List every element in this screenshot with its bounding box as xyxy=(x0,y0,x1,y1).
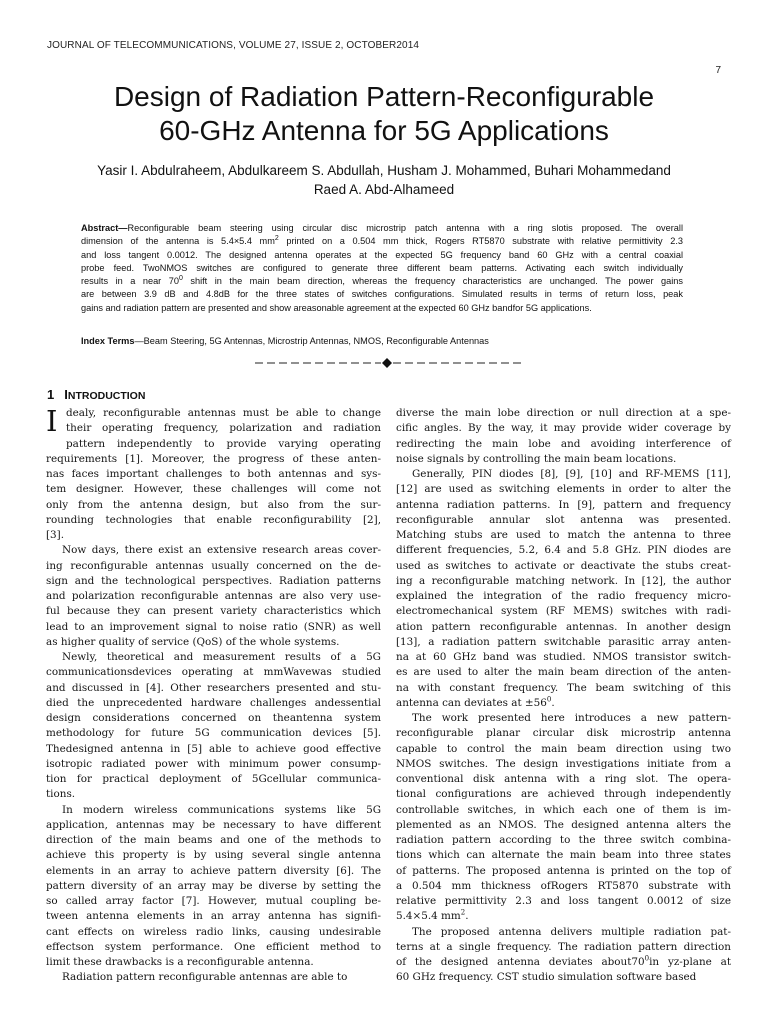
left-column xyxy=(46,406,381,986)
body-text: in yz-plane at xyxy=(649,956,731,968)
body-text-line: Thedesigned antenna in [5] able to achieve good effective xyxy=(46,742,381,755)
running-head: JOURNAL OF TELECOMMUNICATIONS, VOLUME 27, ISSUE 2, OCTOBER2014 xyxy=(47,40,420,51)
body-text-line: direction of the main beams and one of the methods to xyxy=(46,834,381,846)
body-text-line: na at 60 GHz band was studied. NMOS transistor switch- xyxy=(396,651,731,663)
body-text-line: na with constant frequency. The beam switching of this xyxy=(396,681,731,694)
body-text-line xyxy=(396,696,731,711)
body-text-line: died the unprecedented hardware challenges andessential xyxy=(46,696,381,709)
body-text: . xyxy=(551,696,555,709)
body-text-line: as higher quality of service (QoS) of the whole systems. xyxy=(46,635,340,648)
body-text-line: lead to an improvement signal to noise ratio (SNR) as well xyxy=(46,620,381,633)
abstract-line: gains and radiation pattern are presented and show areasonable agreement at the expected 60 GHz bandfor 5G applications. xyxy=(81,302,592,313)
body-text-line: The work presented here introduces a new pattern- xyxy=(412,712,731,724)
body-text-line: their operating frequency, polarization and radiation xyxy=(66,422,381,435)
body-text-line: reconfigurable planar circular disk microstrip antenna xyxy=(396,727,731,740)
abstract-line xyxy=(81,235,683,248)
body-text-line: tem designer. However, these challenges will come not xyxy=(46,483,381,496)
body-text-line: Matching stubs are used to match the antenna to three xyxy=(396,529,731,541)
body-text-line: achieve this property is by using several single antenna xyxy=(46,849,381,862)
superscript: 2 xyxy=(274,235,279,243)
body-text-line: isotropic radiated power with minimum power consump- xyxy=(46,757,381,770)
body-text-line: communicationsdevices operating at mmWavewas studied xyxy=(46,666,381,679)
abstract-line xyxy=(81,222,683,235)
body-text-line: noise signals by controlling the main beam locations. xyxy=(396,452,677,465)
body-text-line: diverse the main lobe direction or null direction at a spe- xyxy=(396,407,731,419)
section-divider xyxy=(255,356,523,370)
body-text: 5.4×5.4 mm xyxy=(396,910,461,923)
abstract-label: Abstract xyxy=(81,223,119,233)
drop-cap: I xyxy=(46,404,58,438)
page-number: 7 xyxy=(715,65,721,76)
body-text-line: plemented as an NMOS. The designed antenna alters the xyxy=(396,818,731,831)
title-line: Design of Radiation Pattern-Reconfigurable xyxy=(113,81,655,112)
superscript: 0 xyxy=(178,275,183,283)
right-column xyxy=(396,406,731,986)
body-text-line: NMOS switches. The design investigations initiate from a xyxy=(396,757,731,770)
body-text-line: used as switches to activate or deactivate the stubs creat- xyxy=(396,559,731,572)
body-text-line: pattern diversity of an array may be diverse by setting the xyxy=(46,879,381,892)
body-text-line: electromechanical system (RF MEMS) switches with radi- xyxy=(396,605,731,618)
body-text-line: methodology for future 5G communication devices [5]. xyxy=(46,727,381,740)
abstract xyxy=(81,222,683,315)
paper-title xyxy=(40,80,728,148)
body-text-line: tween antenna elements in an array antenna has signifi- xyxy=(46,910,381,923)
body-text-line: and discussed in [4]. Other researchers presented and stu- xyxy=(46,681,381,694)
body-text-line: tions. xyxy=(46,788,76,801)
title-line: 60-GHz Antenna for 5G Applications xyxy=(159,115,609,146)
body-text-line: relative permittivity 2.3 and loss tangent 0.0012 of size xyxy=(396,895,731,907)
body-text-line: tion for practical deployment of 5Gcellular communica- xyxy=(46,773,381,785)
body-text-line: different frequencies, 5.2, 6.4 and 5.8 GHz. PIN diodes are xyxy=(396,544,731,557)
abstract-line: probe feed. TwoNMOS switches are configured to generate three different beam patterns. Activating each switch individually xyxy=(81,262,683,273)
body-text-line: tional configurations are achieved through independently xyxy=(396,788,731,801)
body-text-line: redirecting the main lobe and avoiding interference of xyxy=(396,437,731,450)
body-text: . xyxy=(465,910,469,923)
abstract-line: and loss tangent 0.0012. The designed antenna operates at the expected 5G frequency band 60 GHz with a central coaxial xyxy=(81,249,683,260)
abstract-line xyxy=(81,275,683,288)
body-text: antenna can deviates at ±56 xyxy=(396,696,547,709)
body-text-line: capable to control the main beam direction using two xyxy=(396,742,731,755)
body-text-line: ing reconfigurable antennas usually concerned on the de- xyxy=(46,559,381,572)
body-text-line: elements in an array to achieve pattern diversity [6]. The xyxy=(46,864,381,877)
body-text-line: and polarization reconfigurable antennas are also very use- xyxy=(46,590,381,602)
body-text-line: ful because they can present variety characteristics which xyxy=(46,605,381,618)
body-text-line xyxy=(396,909,731,924)
superscript: 0 xyxy=(546,695,552,704)
body-text-line: limit these drawbacks is a reconfigurable antenna. xyxy=(46,956,314,968)
abstract-text: shift in the main beam direction, whereas the frequency characteristics are unchanged. The power gains xyxy=(182,276,683,287)
abstract-text: results in a near 70 xyxy=(81,276,179,287)
section-title-initial: I xyxy=(64,387,68,402)
body-text-line: radiation pattern according to the three switch combina- xyxy=(396,834,731,846)
body-text-line: [3]. xyxy=(46,529,65,541)
abstract-dash: — xyxy=(118,223,128,233)
abstract-text: Reconfigurable beam steering using circular disc microstrip patch antenna with a ring slotis proposed. The overall xyxy=(127,223,683,233)
body-text-line: Generally, PIN diodes [8], [9], [10] and RF-MEMS [11], xyxy=(412,468,731,480)
body-text-line: design considerations concerned on theantenna system xyxy=(46,712,381,724)
superscript: 2 xyxy=(460,908,466,917)
body-text: of the designed antenna deviates about70 xyxy=(396,956,645,968)
body-text-line: pattern independently to provide varying operating xyxy=(66,437,381,450)
author-line: Yasir I. Abdulraheem, Abdulkareem S. Abdullah, Husham J. Mohammed, Buhari Mohammedand xyxy=(97,163,671,178)
body-text-line: only from the antenna design, but also from the sur- xyxy=(46,498,381,511)
body-text-line: explained the integration of the radio frequency micro- xyxy=(396,590,731,602)
body-text-line: antenna radiation patterns. In [9], pattern and frequency xyxy=(396,498,731,511)
section-heading-introduction xyxy=(47,386,145,404)
index-terms-text: —Beam Steering, 5G Antennas, Microstrip Antennas, NMOS, Reconfigurable Antennas xyxy=(134,336,489,346)
section-number: 1 xyxy=(47,387,55,402)
body-text-line: Now days, there exist an extensive research areas cover- xyxy=(62,544,381,557)
body-text-line: requirements [1]. Moreover, the progress of these anten- xyxy=(46,452,381,465)
body-text-line: of patterns. The proposed antenna is printed on the top of xyxy=(396,864,731,877)
body-text-line: reconfigurable annular slot antenna was presented. xyxy=(396,513,731,526)
superscript: 0 xyxy=(644,954,650,963)
body-text-line: Newly, theoretical and measurement results of a 5G xyxy=(62,651,381,663)
body-text-line: terns at a single frequency. The radiation pattern direction xyxy=(396,940,731,953)
body-text-line: effectson system performance. One efficient method to xyxy=(46,940,381,953)
index-terms-label: Index Terms xyxy=(81,336,135,346)
body-text-line: ing a reconfigurable matching network. In [12], the author xyxy=(396,574,731,587)
body-text-line: dealy, reconfigurable antennas must be able to change xyxy=(66,407,381,419)
body-text-line: rounding technologies that enable reconfigurability [2], xyxy=(46,513,381,526)
body-text-line: es are used to alter the main beam direction of the anten- xyxy=(396,666,731,679)
body-text-line: a 0.504 mm thickness ofRogers RT5870 substrate with xyxy=(396,879,731,892)
body-text-line: The proposed antenna delivers multiple radiation pat- xyxy=(412,925,731,938)
author-list xyxy=(40,161,728,199)
body-text-line: application, antennas may be necessary to have different xyxy=(46,818,381,831)
body-text-line: [13], a radiation pattern switchable parasitic array anten- xyxy=(396,635,731,648)
diamond-icon xyxy=(382,358,392,368)
abstract-line: are between 3.9 dB and 4.8dB for the three states of switches configurations. Simulated results in terms of return loss, peak xyxy=(81,289,683,300)
abstract-text: printed on a 0.504 mm thick, Rogers RT5870 substrate with relative permittivity 2.3 xyxy=(278,236,683,247)
body-text-line: 60 GHz frequency. CST studio simulation software based xyxy=(396,971,697,984)
body-text-line: controllable switches, in which each one of them is im- xyxy=(396,803,731,816)
body-text-line: ation pattern reconfigurable antennas. In another design xyxy=(396,620,731,633)
body-text-line: tions which can alternate the main beam into three states xyxy=(396,849,731,862)
author-line: Raed A. Abd-Alhameed xyxy=(313,182,455,197)
body-text-line: conventional disk antenna with a ring slot. The opera- xyxy=(396,773,731,785)
body-text-line: In modern wireless communications systems like 5G xyxy=(62,803,381,816)
body-text-line: Radiation pattern reconfigurable antennas are able to xyxy=(62,971,348,984)
body-text-line: so called array factor [7]. However, mutual coupling be- xyxy=(46,895,381,907)
body-text-line: cant effects on wireless radio links, causing undesirable xyxy=(46,925,381,938)
body-text-line: [12] are used as switching elements in order to alter the xyxy=(396,483,731,496)
body-text-line xyxy=(396,955,731,970)
body-text-line: sign and the technological perspectives. Radiation patterns xyxy=(46,574,381,587)
section-title-rest: NTRODUCTION xyxy=(67,390,146,402)
index-terms xyxy=(81,335,683,348)
abstract-text: dimension of the antenna is 5.4×5.4 mm xyxy=(81,236,275,247)
body-text-line: nas faces important challenges to both antennas and sys- xyxy=(46,468,381,480)
body-text-line: cific angles. By the way, it may provide wider coverage by xyxy=(396,422,731,435)
